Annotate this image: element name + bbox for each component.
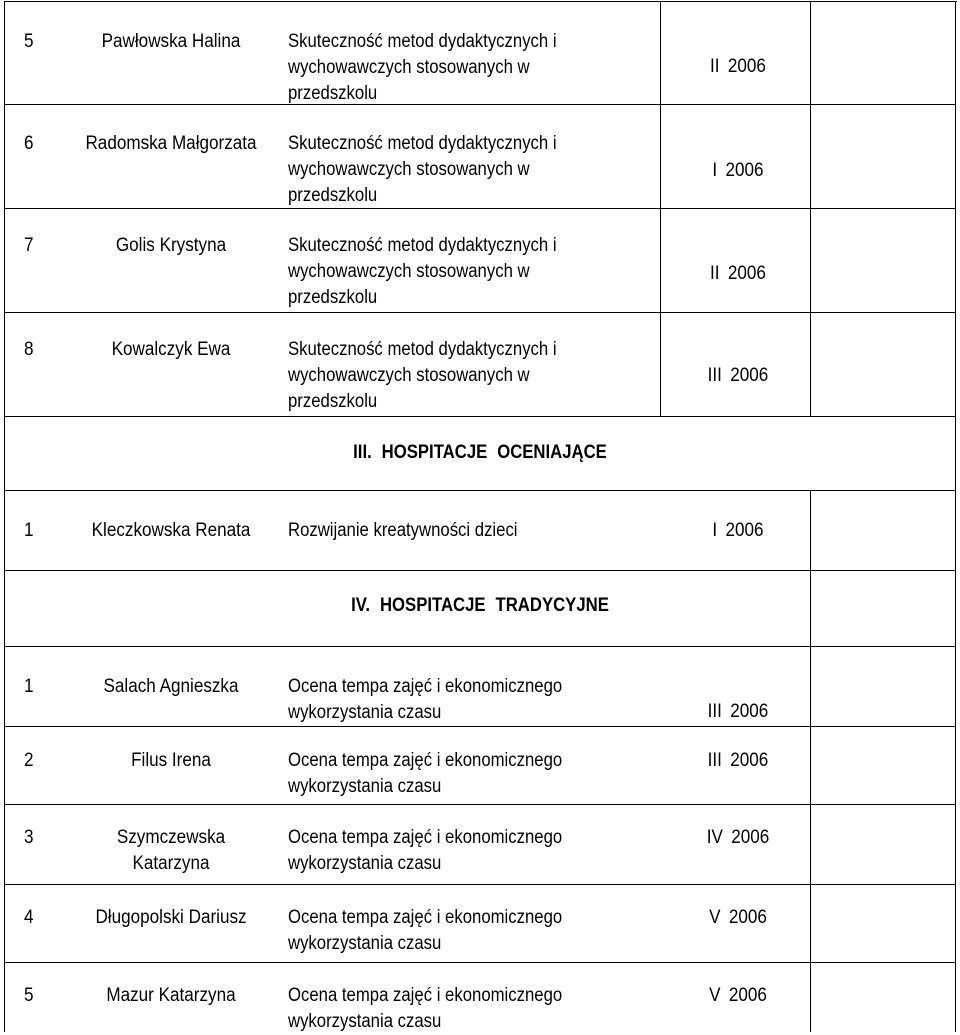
table-row	[4, 313, 956, 417]
topic-text: Skuteczność metod dydaktycznych i wychowawczych stosowanych w przedszkolu	[288, 235, 557, 308]
date-text: V 2006	[709, 907, 767, 928]
section-header	[4, 571, 956, 647]
date-text: II 2006	[710, 263, 766, 284]
row-number: 3	[24, 827, 34, 848]
table-row	[4, 963, 956, 1032]
section-header	[4, 417, 956, 491]
teacher-name: Kowalczyk Ewa	[111, 339, 231, 360]
teacher-name: Szymczewska Katarzyna	[116, 827, 226, 874]
date-text: V 2006	[709, 985, 767, 1006]
table-row	[4, 647, 956, 727]
table-row	[4, 209, 956, 313]
row-number: 1	[24, 520, 34, 541]
topic-text: Rozwijanie kreatywności dzieci	[288, 520, 518, 541]
table-row	[4, 727, 956, 805]
row-number: 5	[24, 985, 34, 1006]
date-text: III 2006	[707, 365, 769, 386]
topic-text: Ocena tempa zajęć i ekonomicznego wykorzystania czasu	[288, 750, 563, 797]
row-number: 4	[24, 907, 34, 928]
table-row	[4, 1, 956, 105]
topic-text: Skuteczność metod dydaktycznych i wychowawczych stosowanych w przedszkolu	[288, 133, 557, 206]
date-text: IV 2006	[706, 827, 770, 848]
topic-text: Skuteczność metod dydaktycznych i wychowawczych stosowanych w przedszkolu	[288, 339, 557, 412]
teacher-name: Długopolski Dariusz	[95, 907, 247, 928]
section-title: III. HOSPITACJE OCENIAJĄCE	[353, 442, 607, 463]
date-text: I 2006	[712, 160, 764, 181]
topic-text: Ocena tempa zajęć i ekonomicznego wykorzystania czasu	[288, 907, 563, 954]
teacher-name: Salach Agnieszka	[103, 676, 239, 697]
date-text: III 2006	[707, 701, 769, 722]
teacher-name: Golis Krystyna	[115, 235, 227, 256]
row-number: 1	[24, 676, 34, 697]
topic-text: Skuteczność metod dydaktycznych i wychowawczych stosowanych w przedszkolu	[288, 31, 557, 104]
topic-text: Ocena tempa zajęć i ekonomicznego wykorzystania czasu	[288, 676, 563, 723]
row-number: 5	[24, 31, 34, 52]
table-row	[4, 491, 956, 571]
row-number: 6	[24, 133, 34, 154]
row-number: 2	[24, 750, 34, 771]
teacher-name: Mazur Katarzyna	[106, 985, 236, 1006]
date-text: I 2006	[712, 520, 764, 541]
teacher-name: Pawłowska Halina	[101, 31, 241, 52]
teacher-name: Radomska Małgorzata	[85, 133, 257, 154]
teacher-name: Filus Irena	[131, 750, 211, 771]
date-text: II 2006	[710, 56, 766, 77]
table-row	[4, 885, 956, 963]
topic-text: Ocena tempa zajęć i ekonomicznego wykorzystania czasu	[288, 827, 563, 874]
row-number: 8	[24, 339, 34, 360]
table-row	[4, 105, 956, 209]
topic-text: Ocena tempa zajęć i ekonomicznego wykorzystania czasu	[288, 985, 563, 1032]
teacher-name: Kleczkowska Renata	[91, 520, 251, 541]
section-title: IV. HOSPITACJE TRADYCYJNE	[351, 595, 609, 616]
date-text: III 2006	[707, 750, 769, 771]
row-number: 7	[24, 235, 34, 256]
table-row	[4, 805, 956, 885]
